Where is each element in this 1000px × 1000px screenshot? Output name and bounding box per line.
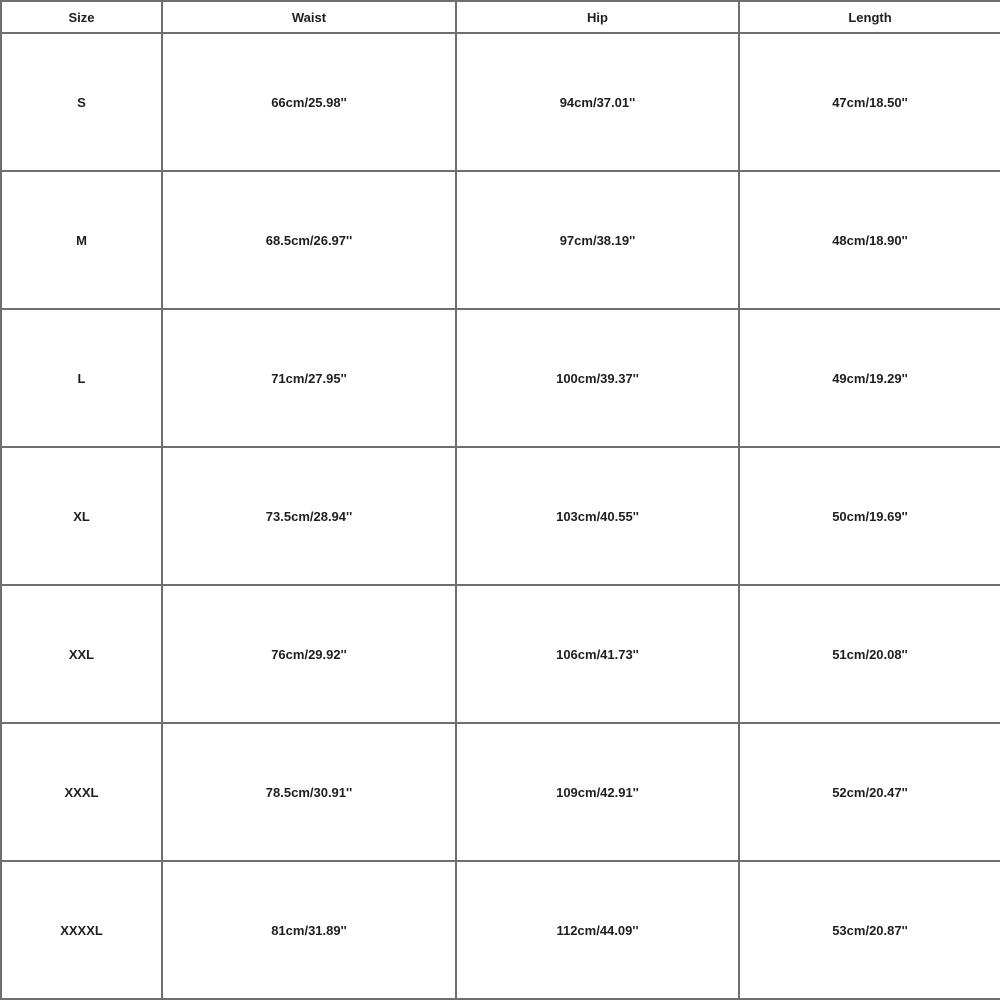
size-cell: XL <box>1 447 162 585</box>
table-row <box>1 309 1000 447</box>
length-cell: 53cm/20.87'' <box>739 861 1000 999</box>
waist-cell: 78.5cm/30.91'' <box>162 723 456 861</box>
waist-cell: 73.5cm/28.94'' <box>162 447 456 585</box>
size-cell: XXXXL <box>1 861 162 999</box>
length-cell: 51cm/20.08'' <box>739 585 1000 723</box>
hip-cell: 112cm/44.09'' <box>456 861 739 999</box>
size-cell: S <box>1 33 162 171</box>
header-waist: Waist <box>162 1 456 33</box>
size-cell: L <box>1 309 162 447</box>
header-row <box>1 1 1000 33</box>
length-cell: 49cm/19.29'' <box>739 309 1000 447</box>
table-row <box>1 171 1000 309</box>
header-hip: Hip <box>456 1 739 33</box>
header-size: Size <box>1 1 162 33</box>
table-row <box>1 33 1000 171</box>
hip-cell: 97cm/38.19'' <box>456 171 739 309</box>
size-cell: XXXL <box>1 723 162 861</box>
hip-cell: 100cm/39.37'' <box>456 309 739 447</box>
size-cell: M <box>1 171 162 309</box>
waist-cell: 81cm/31.89'' <box>162 861 456 999</box>
hip-cell: 109cm/42.91'' <box>456 723 739 861</box>
table-row <box>1 861 1000 999</box>
table-header <box>1 1 1000 33</box>
hip-cell: 94cm/37.01'' <box>456 33 739 171</box>
table-body <box>1 33 1000 999</box>
header-length: Length <box>739 1 1000 33</box>
table-row <box>1 723 1000 861</box>
waist-cell: 76cm/29.92'' <box>162 585 456 723</box>
table-row <box>1 585 1000 723</box>
hip-cell: 106cm/41.73'' <box>456 585 739 723</box>
length-cell: 47cm/18.50'' <box>739 33 1000 171</box>
waist-cell: 71cm/27.95'' <box>162 309 456 447</box>
table-row <box>1 447 1000 585</box>
waist-cell: 66cm/25.98'' <box>162 33 456 171</box>
length-cell: 52cm/20.47'' <box>739 723 1000 861</box>
length-cell: 50cm/19.69'' <box>739 447 1000 585</box>
waist-cell: 68.5cm/26.97'' <box>162 171 456 309</box>
size-cell: XXL <box>1 585 162 723</box>
hip-cell: 103cm/40.55'' <box>456 447 739 585</box>
length-cell: 48cm/18.90'' <box>739 171 1000 309</box>
